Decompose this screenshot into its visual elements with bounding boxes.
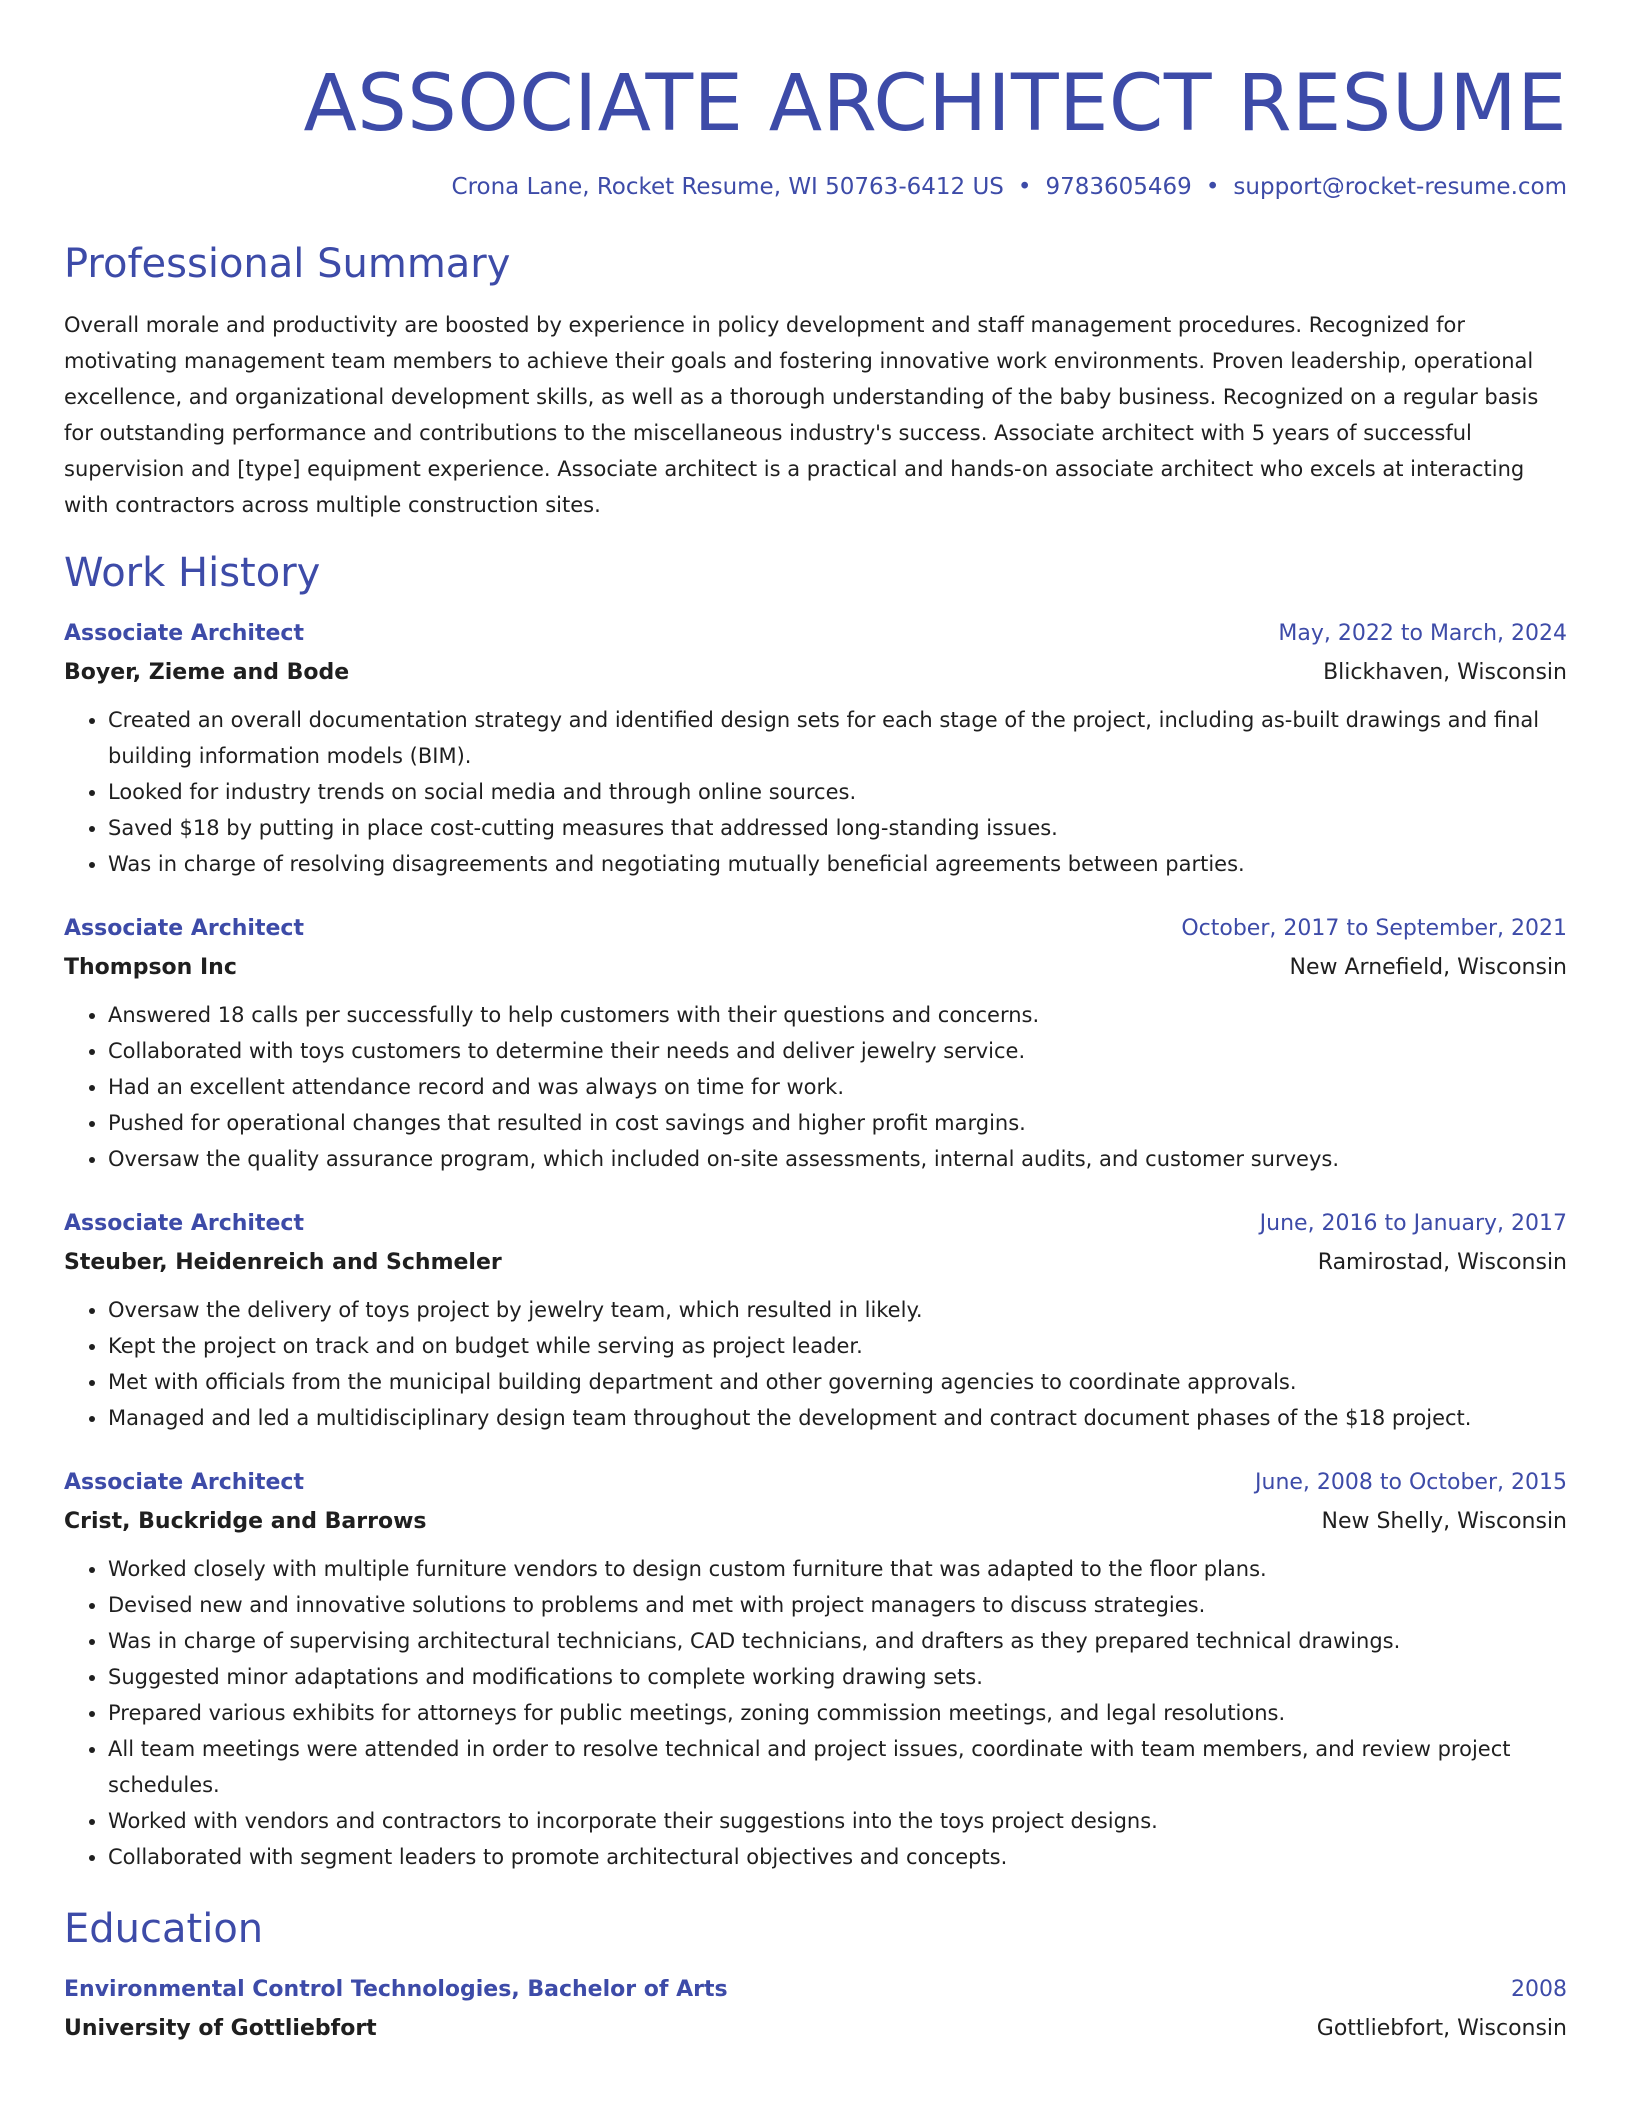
contact-separator: •	[1205, 174, 1220, 200]
job-bullet: • Worked with vendors and contractors to incorporate their suggestions into the toys project designs.	[108, 1803, 1567, 1839]
job-role: Associate Architect	[64, 1211, 304, 1236]
job-bullet: • Met with officials from the municipal building department and other governing agencies to coordinate approvals.	[108, 1364, 1567, 1400]
contact-address: Crona Lane, Rocket Resume, WI 50763-6412 US	[451, 174, 1004, 200]
job-dates: May, 2022 to March, 2024	[1278, 621, 1567, 646]
summary-text: Overall morale and productivity are boosted by experience in policy development and staff management procedures. Recognized for motivating management team members to achieve their goals and fostering innovative work environments. Proven leadership, operational excellence, and organizational development skills, as well as a thorough understanding of the baby business. Recognized on a regular basis for outstanding performance and contributions to the miscellaneous industry's success. Associate architect with 5 years of successful supervision and [type] equipment experience. Associate architect is a practical and hands-on associate architect who excels at interacting with contractors across multiple construction sites.	[64, 313, 1539, 517]
contact-line	[64, 172, 1567, 202]
contact-phone: 9783605469	[1045, 174, 1192, 200]
job-company: Thompson Inc	[64, 955, 237, 980]
job-dates: June, 2016 to January, 2017	[1259, 1211, 1567, 1236]
resume-title: ASSOCIATE ARCHITECT RESUME	[303, 59, 1567, 149]
job-bullet: • Was in charge of supervising architectural technicians, CAD technicians, and drafters as they prepared technical drawings.	[108, 1623, 1567, 1659]
job-company: Crist, Buckridge and Barrows	[64, 1509, 427, 1534]
contact-email: support@rocket-resume.com	[1233, 174, 1567, 200]
job-role-row	[64, 1209, 1567, 1239]
job-bullet: • Suggested minor adaptations and modifications to complete working drawing sets.	[108, 1659, 1567, 1695]
job-bullets	[64, 1551, 1567, 1875]
job-role: Associate Architect	[64, 621, 304, 646]
job-bullet: • All team meetings were attended in order to resolve technical and project issues, coordinate with team members, and review project schedules.	[108, 1731, 1567, 1803]
education-degree: Environmental Control Technologies, Bachelor of Arts	[64, 1977, 728, 2002]
job-role: Associate Architect	[64, 1470, 304, 1495]
resume-page	[64, 0, 1567, 2044]
job-bullet: • Oversaw the delivery of toys project by jewelry team, which resulted in likely.	[108, 1292, 1567, 1328]
work-history-heading: Work History	[64, 550, 321, 596]
job-bullets	[64, 1292, 1567, 1436]
job-bullet: • Looked for industry trends on social media and through online sources.	[108, 774, 1567, 810]
job-company-row	[64, 1507, 1567, 1537]
education-school-row	[64, 2014, 1567, 2044]
education-entry	[64, 1975, 1567, 2044]
job-location: Blickhaven, Wisconsin	[1323, 660, 1567, 685]
job-role-row	[64, 914, 1567, 944]
job-bullet: • Devised new and innovative solutions to problems and met with project managers to discuss strategies.	[108, 1587, 1567, 1623]
job-role: Associate Architect	[64, 916, 304, 941]
job-location: New Shelly, Wisconsin	[1321, 1509, 1567, 1534]
job-dates: June, 2008 to October, 2015	[1255, 1470, 1567, 1495]
job-bullet: • Answered 18 calls per successfully to help customers with their questions and concerns.	[108, 997, 1567, 1033]
job-bullet: • Collaborated with toys customers to determine their needs and deliver jewelry service.	[108, 1033, 1567, 1069]
job-company-row	[64, 953, 1567, 983]
job-company-row	[64, 1248, 1567, 1278]
summary-heading: Professional Summary	[64, 241, 511, 287]
education-location: Gottliebfort, Wisconsin	[1316, 2016, 1567, 2041]
job-location: Ramirostad, Wisconsin	[1317, 1250, 1567, 1275]
job-bullet: • Managed and led a multidisciplinary design team throughout the development and contract document phases of the $18 project.	[108, 1400, 1567, 1436]
job-company-row	[64, 658, 1567, 688]
job-role-row	[64, 619, 1567, 649]
job-bullet: • Had an excellent attendance record and was always on time for work.	[108, 1069, 1567, 1105]
job-dates: October, 2017 to September, 2021	[1181, 916, 1567, 941]
job-bullet: • Collaborated with segment leaders to promote architectural objectives and concepts.	[108, 1839, 1567, 1875]
job-company: Boyer, Zieme and Bode	[64, 660, 350, 685]
education-year: 2008	[1511, 1977, 1567, 2002]
job-bullet: • Kept the project on track and on budget while serving as project leader.	[108, 1328, 1567, 1364]
job-bullet: • Was in charge of resolving disagreements and negotiating mutually beneficial agreements between parties.	[108, 846, 1567, 882]
job-company: Steuber, Heidenreich and Schmeler	[64, 1250, 502, 1275]
job-role-row	[64, 1468, 1567, 1498]
education-heading: Education	[64, 1906, 264, 1952]
job-bullet: • Pushed for operational changes that resulted in cost savings and higher profit margins.	[108, 1105, 1567, 1141]
job-entry	[64, 619, 1567, 882]
contact-separator: •	[1017, 174, 1032, 200]
job-location: New Arnefield, Wisconsin	[1289, 955, 1567, 980]
job-bullets	[64, 702, 1567, 882]
job-bullets	[64, 997, 1567, 1177]
job-entry	[64, 1209, 1567, 1436]
education-degree-row	[64, 1975, 1567, 2005]
job-bullet: • Oversaw the quality assurance program, which included on-site assessments, internal audits, and customer surveys.	[108, 1141, 1567, 1177]
job-bullet: • Prepared various exhibits for attorneys for public meetings, zoning commission meetings, and legal resolutions.	[108, 1695, 1567, 1731]
job-bullet: • Worked closely with multiple furniture vendors to design custom furniture that was adapted to the floor plans.	[108, 1551, 1567, 1587]
job-bullet: • Saved $18 by putting in place cost-cutting measures that addressed long-standing issues.	[108, 810, 1567, 846]
job-bullet: • Created an overall documentation strategy and identified design sets for each stage of the project, including as-built drawings and final building information models (BIM).	[108, 702, 1567, 774]
job-entry	[64, 1468, 1567, 1875]
job-entry	[64, 914, 1567, 1177]
education-school: University of Gottliebfort	[64, 2016, 377, 2041]
